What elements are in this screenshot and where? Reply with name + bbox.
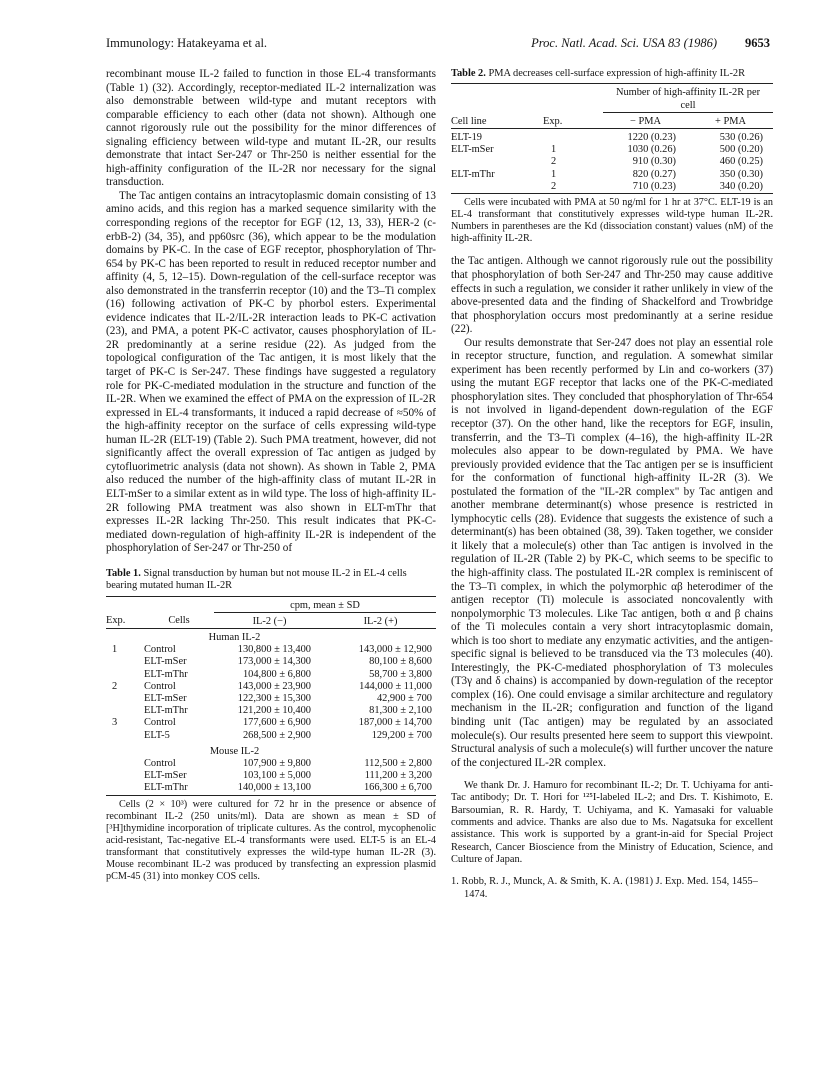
table-1-cell-plus: 143,000 ± 12,900 — [358, 644, 432, 656]
table-2-cell-minus: 710 (0.23) — [632, 180, 676, 192]
table-row — [451, 156, 773, 168]
table-2-cell-exp: 1 — [551, 168, 557, 180]
table-2-col-plus: + PMA — [688, 112, 773, 128]
table-2-caption — [451, 68, 773, 80]
table-1-cell-plus: 144,000 ± 11,000 — [359, 680, 432, 692]
table-row — [451, 169, 773, 181]
table-1-cell-minus: 268,500 ± 2,900 — [242, 729, 311, 741]
table-1-cell-minus: 177,600 ± 6,900 — [242, 717, 311, 729]
table-1-cell-exp — [106, 770, 144, 782]
table-1-grid — [106, 596, 436, 799]
table-1-cell-exp: 1 — [112, 644, 118, 656]
table-1-caption — [106, 568, 436, 593]
table-1-group-mouse: Mouse IL-2 — [209, 745, 260, 757]
table-2-cell-plus: 350 (0.30) — [719, 168, 763, 180]
table-1-col-plus: IL-2 (+) — [325, 612, 436, 628]
table-1-cell-cells: ELT-mSer — [144, 770, 187, 782]
table-1-cell-cells: ELT-mThr — [144, 705, 188, 717]
table-1-cell-minus: 143,000 ± 23,900 — [237, 680, 311, 692]
running-head-left — [106, 36, 267, 51]
table-1-cell-plus: 129,200 ± 700 — [371, 729, 432, 741]
page-number: 9653 — [745, 36, 770, 50]
body-paragraph: recombinant mouse IL-2 failed to function in those EL-4 transformants (Table 1) (32). Accordingly, receptor-mediated IL-2 internalization was also demonstrable between wild-type and mutant receptors with comparable efficiency to each other (data not shown). Although one cannot rigorously rule out the possibility for the minor differences of signaling efficiency between wild-type and mutant IL-2R, our results demonstrate that intact Ser-247 or Thr-250 is neither essential for the high-affinity configuration of the IL-2R nor necessary for the signal transduction. — [106, 68, 436, 189]
table-1-cell-exp — [106, 730, 144, 742]
table-2-col-minus: − PMA — [603, 112, 688, 128]
body-paragraph: the Tac antigen. Although we cannot rigorously rule out the possibility that phosphorylation of both Ser-247 and Thr-250 may cause additive effects in such a regulation, we consider it rather unlikely in view of the above-presented data and the finding of Shackelford and Trowbridge that phosphorylation occurs most predominantly at a serine residue (22). — [451, 255, 773, 336]
table-2-footnote: Cells were incubated with PMA at 50 ng/ml for 1 hr at 37°C. ELT-19 is an EL-4 transformant that constitutively expresses wild-type human IL-2R. Numbers in parentheses are the Kd (dissociation constant) values (nM) of the high-affinity IL-2R. — [451, 197, 773, 245]
table-2-cell-exp — [543, 132, 603, 144]
table-1-cell-exp — [106, 693, 144, 705]
table-1-cell-plus: 111,200 ± 3,200 — [364, 770, 432, 782]
table-2-cell-exp: 1 — [551, 144, 557, 156]
table-1-footnote: Cells (2 × 10³) were cultured for 72 hr in the presence or absence of recombinant IL-2 (250 units/ml). Data are shown as mean ± SD of [³H]thymidine incorporation of triplicate cultures. As the control, mycophenolic acid-resistant, Tac-negative EL-4 transformants were used. ELT-5 is an EL-4 transformant that constitutively expresses the wild-type human IL-2R (3). Mouse recombinant IL-2 was produced by transfecting an expression plasmid pCM-45 (31) into monkey COS cells. — [106, 798, 436, 883]
left-column — [106, 68, 436, 883]
table-1-group-human: Human IL-2 — [208, 631, 261, 643]
table-row — [106, 693, 436, 705]
table-2-cell-line: ELT-mThr — [451, 168, 495, 180]
table-2-cell-line — [451, 181, 543, 194]
table-1-col-exp: Exp. — [106, 615, 126, 627]
table-1-cell-minus: 121,200 ± 10,400 — [237, 705, 311, 717]
table-2-cell-minus: 1220 (0.23) — [627, 132, 676, 144]
table-row — [106, 717, 436, 729]
table-row — [106, 730, 436, 742]
table-2-cell-plus: 340 (0.20) — [719, 180, 763, 192]
table-2-caption-text: PMA decreases cell-surface expression of high-affinity IL-2R — [488, 68, 746, 79]
table-2-cell-minus: 910 (0.30) — [632, 156, 676, 168]
table-2-cell-exp: 2 — [551, 156, 557, 168]
table-1-cell-plus: 81,300 ± 2,100 — [369, 705, 432, 717]
table-1-cell-cells: ELT-mSer — [144, 656, 187, 668]
table-1-cell-exp — [106, 705, 144, 717]
table-1-label: Table 1. — [106, 567, 141, 579]
table-1-cell-cells: Control — [144, 757, 176, 769]
table-1 — [106, 568, 436, 884]
table-row — [106, 681, 436, 693]
table-2-cell-line: ELT-mSer — [451, 144, 494, 156]
table-1-col-cells: Cells — [168, 615, 190, 627]
table-1-cell-plus: 112,500 ± 2,800 — [364, 757, 432, 769]
table-1-cell-cells: ELT-mThr — [144, 782, 188, 794]
table-1-cell-exp: 2 — [112, 680, 118, 692]
table-1-cell-minus: 103,100 ± 5,000 — [242, 770, 311, 782]
table-1-cell-exp — [106, 782, 144, 795]
table-2-cell-plus: 460 (0.25) — [719, 156, 763, 168]
table-row — [106, 644, 436, 656]
table-1-caption-text: Signal transduction by human but not mouse IL-2 in EL-4 cells bearing mutated human IL-2R — [106, 567, 407, 592]
table-row — [451, 144, 773, 156]
acknowledgments: We thank Dr. J. Hamuro for recombinant IL-2; Dr. T. Uchiyama for anti-Tac antibody; Dr. T. Hori for ¹²⁵I-labeled IL-2; and Drs. T. Kishimoto, E. Barsoumian, R. R. Hardy, T. Uchiyama, and K. Yamasaki for valuable comments and advice. Thanks are also due to Ms. Nagatsuka for excellent assistance. This work is supported by a grant-in-aid for Special Project Research, Cancer Bioscience from the Ministry of Education, Science, and Culture of Japan. — [451, 780, 773, 865]
table-2-group-header: Number of high-affinity IL-2R per cell — [615, 87, 761, 111]
table-1-cell-minus: 107,900 ± 9,800 — [242, 757, 311, 769]
table-1-cell-plus: 187,000 ± 14,700 — [358, 717, 432, 729]
table-2-col-line: Cell line — [451, 115, 487, 127]
table-2-col-exp: Exp. — [543, 115, 563, 127]
body-paragraph: Our results demonstrate that Ser-247 does not play an essential role in receptor structure, function, and regulation. A somewhat similar experiment has been recently performed by Lin and co-workers (37) using the mutant EGF receptor that lacks one of the PK-C-mediated phosphorylation sites. They concluded that phosphorylation of Thr-654 is not involved in ligand-dependent down-regulation of the EGF receptor (37). On the other hand, like the receptors for EGF, insulin, transferrin, and the T3–Ti complex (4–16), the high-affinity IL-2R molecules also appear to be down-regulated by PMA. We have previously provided evidence that the Tac antigen per se is insufficient for the conformation of functional high-affinity IL-2R (3). We postulated the formation of the "IL-2R complex" by Tac antigen and another membrane determinant(s) whose presence is restricted in lymphocytic cells (28). Evidence that suggests the existence of such a determinant(s) has been obtained (38, 39). Taken together, we consider it likely that a molecule(s) other than Tac antigen is involved in the regulation of IL-2R (Table 2) by PK-C, which seems to be specific to the high-affinity class. The postulated IL-2R complex is reminiscent of the T3–Ti complex, in which the polymorphic αβ heterodimer of the antigen receptor (Ti) molecule is associated noncovalently with nonpolymorphic T3 molecules. Like Tac antigen, both α and β chains of the Ti molecules contain a very short intracytoplasmic domain, which is too short to mediate any enzymatic activities, and the antigen-specific signal is believed to be transduced via the T3 molecules (40). Interestingly, the PK-C-mediated phosphorylation of T3 molecules (T3γ and δ chains) is accompanied by down-regulation of the receptor complex (16). One could envisage a similar architecture and regulatory mechanism in the IL-2R; configuration and function of the ligand binding unit (Tac antigen) may be regulated by an associated molecule(s). Our results presented here seem to support this viewpoint. Structural analysis of such a molecule(s) will further uncover the nature of the conjectured IL-2R complex. — [451, 336, 773, 769]
table-1-cell-cells: ELT-mSer — [144, 692, 187, 704]
table-1-cell-plus: 80,100 ± 8,600 — [369, 656, 432, 668]
table-row — [106, 782, 436, 795]
table-1-cell-exp — [106, 669, 144, 681]
table-1-cell-minus: 130,800 ± 13,400 — [237, 644, 311, 656]
table-1-cell-minus: 173,000 ± 14,300 — [237, 656, 311, 668]
table-1-cell-minus: 104,800 ± 6,800 — [242, 668, 311, 680]
body-paragraph: The Tac antigen contains an intracytoplasmic domain consisting of 13 amino acids, and this region has a marked sequence similarity with the corresponding regions of the receptor for EGF (12, 13, 33), HER-2 (c-erbB-2) (34, 35), and pp60src (36), which appear to be the modulation domains by PK-C. In the case of EGF receptor, phosphorylation of Thr-654 by PK-C has been reported to result in reduced receptor number and affinity (4, 5, 12–15). Down-regulation of the cell-surface receptor was also demonstrated in the transferrin receptor (10) and the T3–Ti complex (16) following activation of PK-C by phorbol esters. Experimental evidence indicates that IL-2/IL-2R interaction leads to PK-C activation (23), and PMA, a potent PK-C activator, causes phosphorylation of IL-2R predominantly at a serine residue (22). As judged from the topological configuration of the Tac antigen, it is most likely that the target of PK-C is Ser-247. These findings have suggested a regulatory role for PK-C-mediated modulation in the structure and function of the IL-2R. When we examined the effect of PMA on the expression of IL-2R expressed in EL-4 transformants, it induced a rapid decrease of ≈50% of the high-affinity receptor on the surface of cells expressing wild-type human IL-2R (ELT-19) (Table 2). Such PMA treatment, however, did not significantly affect the overall expression of Tac antigen as judged by cytofluorimetric analysis (data not shown). As shown in Table 2, PMA also reduced the number of the high-affinity class of mutant IL-2R in ELT-mSer to a similar extent as in wild type. The loss of high-affinity IL-2R following PMA treatment was also shown in ELT-mThr that expresses IL-2R lacking Thr-250. This result indicates that PK-C-mediated down-regulation of high-affinity IL-2R is independent of the phosphorylation of Ser-247 or Thr-250 of — [106, 189, 436, 555]
table-1-cell-minus: 122,300 ± 15,300 — [237, 692, 311, 704]
table-2-cell-exp: 2 — [551, 180, 557, 192]
table-row — [106, 705, 436, 717]
table-1-cell-exp — [106, 656, 144, 668]
running-head-title: Immunology: Hatakeyama et al. — [106, 36, 268, 50]
table-2-cell-minus: 1030 (0.26) — [627, 144, 676, 156]
table-1-cell-cells: ELT-mThr — [144, 668, 188, 680]
table-1-cell-cells: ELT-5 — [144, 729, 170, 741]
table-row — [106, 656, 436, 668]
table-2-cell-line — [451, 156, 543, 168]
journal-citation: Proc. Natl. Acad. Sci. USA 83 (1986) — [531, 36, 717, 50]
running-head-right — [531, 36, 770, 51]
table-1-cell-cells: Control — [144, 644, 176, 656]
right-column — [451, 68, 773, 901]
table-row — [106, 758, 436, 770]
table-2-cell-plus: 500 (0.20) — [719, 144, 763, 156]
table-2-cell-plus: 530 (0.26) — [719, 132, 763, 144]
table-2 — [451, 68, 773, 245]
table-row — [106, 770, 436, 782]
reference-1: 1. Robb, R. J., Munck, A. & Smith, K. A. (1981) J. Exp. Med. 154, 1455–1474. — [451, 876, 758, 900]
table-2-label: Table 2. — [451, 68, 486, 79]
table-1-cell-minus: 140,000 ± 13,100 — [237, 782, 311, 794]
table-1-group-header: cpm, mean ± SD — [290, 599, 360, 611]
table-1-cell-exp — [106, 758, 144, 770]
table-1-col-minus: IL-2 (−) — [214, 612, 325, 628]
table-row — [451, 181, 773, 194]
table-row — [106, 669, 436, 681]
table-row — [451, 132, 773, 144]
table-1-cell-cells: Control — [144, 680, 176, 692]
table-1-cell-plus: 58,700 ± 3,800 — [369, 668, 432, 680]
table-1-cell-plus: 42,900 ± 700 — [376, 692, 432, 704]
table-1-cell-exp: 3 — [112, 717, 118, 729]
table-1-cell-cells: Control — [144, 717, 176, 729]
table-2-cell-line: ELT-19 — [451, 132, 482, 144]
table-2-grid — [451, 83, 773, 197]
table-1-cell-plus: 166,300 ± 6,700 — [363, 782, 432, 794]
table-2-cell-minus: 820 (0.27) — [632, 168, 676, 180]
